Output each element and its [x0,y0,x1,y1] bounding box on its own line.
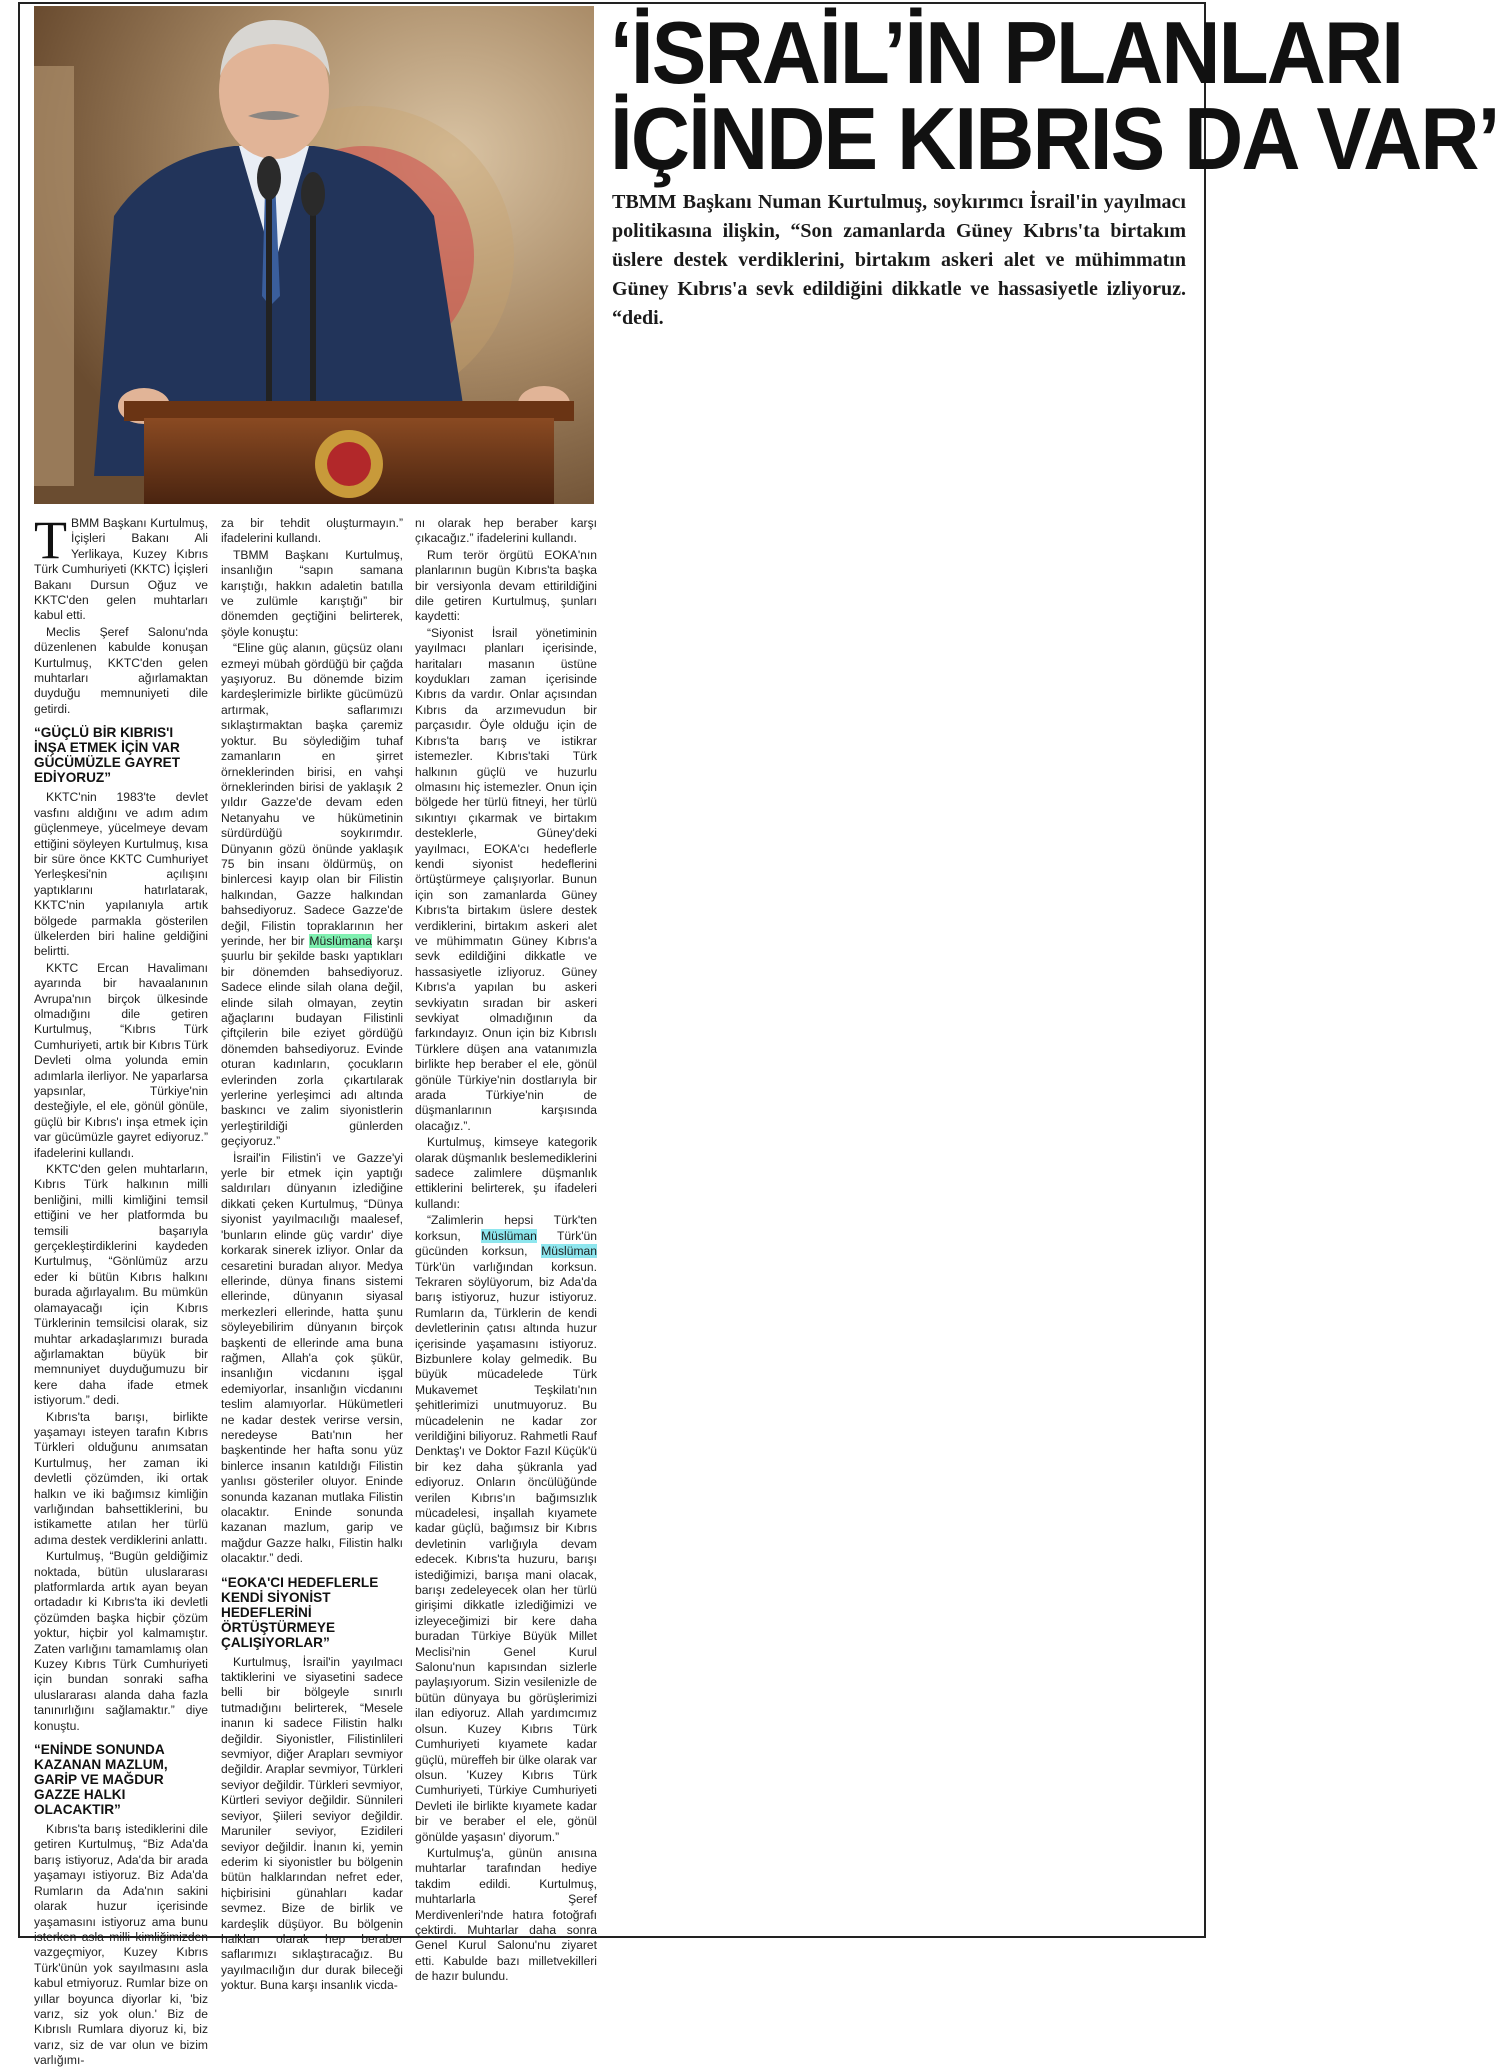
drop-cap: T [34,510,67,570]
deck-summary: TBMM Başkanı Numan Kurtulmuş, soykırımcı İsrail'in yayılmacı politikasına ilişkin, “Son zamanlarda Güney Kıbrıs'ta birtakım üslere destek verdiklerini, birtakım askeri alet ve mühimmatın Güney Kıbrıs'a sevk edildiğini dikkatle ve hassasiyetle izliyoruz. “dedi. [612,191,1186,329]
paragraph: Kıbrıs'ta barışı, birlikte yaşamayı isteyen tarafın Kıbrıs Türkleri olduğunu anımsatan Kurtulmuş, her zaman iki devletli çözümden, iki ortak halkın ve iki bağımsız kimliğin varlığından bahsettiklerini, bu istikamette atılan her türlü adıma destek verdiklerini anlattı. [34,1409,208,1547]
paragraph: KKTC'den gelen muhtarların, Kıbrıs Türk halkının milli benliğini, milli kimliğini temsil ettiğini ve her platformda bu temsili başarıyla gerçekleştirdiklerini kaydeden Kurtulmuş, “Gönlümüz arzu eder ki bütün Kıbrıs halkını burada ağırlayalım. Bu mümkün olamayacağı için Kıbrıs Türklerinin temsilcisi olarak, siz muhtar arkadaşlarımızı burada ağırlamaktan büyük bir memnuniyet duyduğumuzu bir kere daha ifade etmek istiyorum.” dedi. [34,1162,208,1408]
paragraph: Kurtulmuş, “Bugün geldiğimiz noktada, bütün uluslararası platformlarda artık ayan beyan ortadadır ki Kıbrıs'ta iki devletli çözümden başka hiçbir çözüm yoktur, hiçbir yol kalmamıştır. Zaten varlığını tamamlamış olan Kuzey Kıbrıs Türk Cumhuriyeti için bundan sonraki safha uluslararası alanda daha fazla tanınırlığını sağlamaktır.” diye konuştu. [34,1549,208,1733]
paragraph [34,510,208,624]
paragraph: KKTC Ercan Havalimanı ayarında bir havaalanının Avrupa'nın birçok ülkesinde olmadığını dile getiren Kurtulmuş, “Kıbrıs Türk Cumhuriyeti, artık bir Kıbrıs Türk Devleti olma yolunda emin adımlarla ilerliyor. Ne yaparlarsa yapsınlar, Türkiye'nin desteğiyle, el ele, gönül gönüle, güçlü bir Kıbrıs'ı inşa etmek için var gücümüzle gayret ediyoruz.” ifadelerini kullandı. [34,960,208,1160]
highlighted-word: Müslüman [481,1228,537,1243]
paragraph: Kurtulmuş, İsrail'in yayılmacı taktiklerini ve siyasetini sadece belli bir bölgeyle sınırlı tutmadığını belirterek, “Mesele inanın ki sadece Filistin halkı değildir. Siyonistler, Filistinlileri sevmiyor, diğer Arapları sevmiyor değildir. Araplar sevmiyor, Türkleri seviyor değildir. Türkleri sevmiyor, Kürtleri seviyor değildir. Sünnileri seviyor, Şiileri seviyor değildir. Maruniler seviyor, Ezidileri seviyor değildir. İnanın ki, yemin ederim ki siyonistler bu bölgenin bütün halklarından nefret eder, hiçbirisini günahları kadar sevmez. Bize de birlik ve kardeşlik düşüyor. Bu bölgenin halkları olarak hep beraber saflarımızı sıklaştıracağız. Bu yayılmacılığın dur durak bileceği yoktur. Buna karşı insanlık vicda- [221,1654,403,1993]
paragraph: KKTC'nin 1983'te devlet vasfını aldığını ve adım adım güçlenmeye, yücelmeye devam ettiğini söyleyen Kurtulmuş, kısa bir süre önce KKTC Cumhuriyet Yerleşkesi'nin açılışını yaptıklarını hatırlatarak, KKTC'nin yapılanıyla artık bölgede parmakla gösterilen ülkelerden biri haline geldiğini belirtti. [34,790,208,959]
article-column-3 [415,516,597,1986]
paragraph: za bir tehdit oluşturmayın.” ifadelerini kullandı. [221,516,403,546]
paragraph: Rum terör örgütü EOKA'nın planlarının bugün Kıbrıs'ta başka bir versiyonla devam ettirildiğini dile getiren Kurtulmuş, şunları kaydetti: [415,547,597,624]
paragraph: Kurtulmuş'a, günün anısına muhtarlar tarafından hediye takdim edildi. Kurtulmuş, muhtarlarla Şeref Merdivenleri'nde hatıra fotoğrafı çektirdi. Muhtarlar daha sonra Genel Kurul Salonu'nu ziyaret etti. Kabulde bazı milletvekilleri de hazır bulundu. [415,1845,597,1984]
paragraph: nı olarak hep beraber karşı çıkacağız.” ifadelerini kullandı. [415,516,597,546]
paragraph-text: “Zalimlerin hepsi Türk'ten korksun, [415,1213,597,1243]
paragraph: İsrail'in Filistin'i ve Gazze'yi yerle bir etmek için yaptığı saldırıları dünyanın izlediğine dikkati çeken Kurtulmuş, “Dünya siyonist yayılmacılığı maalesef, 'bunların elinde güç vardır' diye korkarak sinerek izliyor. Onlar da cesaretini buradan alıyor. Medya ellerinde, dünya finans sistemi ellerinde, dünyanın siyasal merkezleri ellerinde, hatta şunu söyleyebilirim dünyanın birçok başkenti de ellerinde ama buna rağmen, Allah'a çok şükür, insanlığın vicdanını işgal edemiyorlar, insanlığın vicdanını teslim alamıyorlar. Hükümetleri ne kadar destek verirse versin, neredeyse Batı'nın her başkentinde her hafta sonu yüz binlerce insanın katıldığı Filistin yanlısı gösteriler oluyor. Eninde sonunda kazanan mutlaka Filistin olacaktır. Eninde sonunda kazanan mazlum, garip ve mağdur Gazze halkı, Filistin halkı olacaktır.” dedi. [221,1150,403,1566]
article-column-2 [221,516,403,1995]
paragraph: Meclis Şeref Salonu'nda düzenlenen kabulde konuşan Kurtulmuş, KKTC'den gelen muhtarları ağırlamaktan duyduğu memnuniyeti dile getirdi. [34,624,208,716]
paragraph-text: Türk'ün varlığından korksun. Tekraren söylüyorum, biz Ada'da barış istiyoruz, huzur istiyoruz. Rumların da, Türklerin de kendi devletlerinin çatısı altında huzur içerisinde yaşamasını istiyoruz. Bizbunlere kolay gelmedik. Bu büyük mücadelede Türk Mukavemet Teşkilatı'nın şehitlerimizi unutmuyoruz. Bu mücadelenin ne kadar zor verildiğini biliyoruz. Rahmetli Rauf Denktaş'ı ve Doktor Fazıl Küçük'ü bir kez daha şükranla yad ediyoruz. Onların öncülüğünde verilen Kıbrıs'ın bağımsızlık mücadelesi, inşallah kıyamete kadar güçlü, bağımsız bir Kıbrıs devletinin varlığıyla devam edecek. Kıbrıs'ta huzuru, barışı istediğimizi, barışa mani olacak, barışı zedeleyecek olan her türlü girişimi dikkatle izlediğimizi ve izleyeceğimizi bir kere daha buradan Türkiye Büyük Millet Meclisi'nin Genel Kurul Salonu'nun kapısından sizlerle paylaşıyorum. Sizin vesilenizle de bütün dünyaya bu görüşlerimizi ilan ediyoruz. Allah yardımcımız olsun. Kuzey Kıbrıs Türk Cumhuriyeti kıyamete kadar güçlü, müreffeh bir ülke olarak var olsun. 'Kuzey Kıbrıs Türk Cumhuriyeti, Türkiye Cumhuriyeti Devleti ile birlikte kıyamete kadar bir ve beraber el ele, gönül gönülde yaşasın' diyorum.” [415,1259,597,1844]
paragraph: Kıbrıs'ta barış istediklerini dile getiren Kurtulmuş, “Biz Ada'da barış istiyoruz, Ada'da bir arada yaşamayı istiyoruz. Biz Ada'da Rumların da Ada'nın sakini olarak huzur içerisinde yaşamasını istiyoruz ama bunu isterken asla milli kimliğimizden vazgeçmiyor, Kuzey Kıbrıs Türk'ünün yok sayılmasını asla kabul etmiyoruz. Rumlar bize on yıllar boyunca diyorlar ki, 'biz varız, siz yok olun.' Biz de Kıbrıslı Rumlara diyoruz ki, biz varız, siz de var olun ve bizim varlığımı- [34,1822,208,2068]
subheading: “EOKA'CI HEDEFLERLE KENDİ SİYONİST HEDEFLERİNİ ÖRTÜŞTÜRMEYE ÇALIŞIYORLAR” [221,1574,379,1650]
headline-line-2: İÇİNDE KIBRIS DA VAR’ [610,89,1499,188]
article-column-1 [34,510,208,2070]
highlighted-word: Müslümana [309,933,372,948]
speaker-photo [34,6,594,504]
speaker-illustration [34,6,594,504]
paragraph-text: “Eline güç alanın, güçsüz olanı ezmeyi mübah gördüğü bir çağda yaşıyoruz. Bu dönemde bizim kardeşlerimizle birlikte gücümüzü artırmak, saflarımızı sıklaştırmaktan başka çaremiz yoktur. Bu söylediğim tuhaf zamanların en şirret örneklerinden birisi, en vahşi örneklerinden birisi de yaklaşık 2 yıldır Gazze'de devam eden Netanyahu ve hükümetinin sürdürdüğü soykırımdır. Dünyanın gözü önünde yaklaşık 75 bin insanı öldürmüş, on binlercesi kayıp olan bir Filistin halkından, Gazze halkından bahsediyoruz. Sadece Gazze'de değil, Filistin topraklarının her yerinde, her bir [221,641,403,948]
paragraph-text: BMM Başkanı Kurtulmuş, İçişleri Bakanı Ali Yerlikaya, Kuzey Kıbrıs Türk Cumhuriyeti (KKTC) İçişleri Bakanı Dursun Oğuz ve KKTC'den gelen muhtarları kabul etti. [34,516,208,623]
paragraph-text: Türk'ün gücünden korksun, [415,1228,597,1259]
paragraph-text: karşı şuurlu bir şekilde baskı yaptıkları bir dönemden bahsediyoruz. Sadece elinde silah olana değil, elinde silah olmayan, zeytin ağaçlarını budayan Filistinli çiftçilerin bile eziyet gördüğü dönemden bahsediyoruz. Evinde oturan kadınların, çocukların evlerinden zorla çıkartılarak yerlerine yerleşimci adı altında baskıncı ve zalim siyonistlerin yerleştirildiği günlerden geçiyoruz.” [221,933,403,1149]
paragraph: “Siyonist İsrail yönetiminin yayılmacı planları içerisinde, haritaları masanın üstüne koydukları zaman içerisinde Kıbrıs da vardır. Onlar açısından Kıbrıs da arzımevudun bir parçasıdır. Öyle olduğu için de Kıbrıs'ta barış ve istikrar istemezler. Kıbrıs'taki Türk halkının güçlü ve huzurlu olmasını hiç istemezler. Onun için bölgede her türlü fitneyi, her türlü sıkıntıyı çıkarmak ve birtakım desteklerle, Güney'deki yayılmacı, EOKA'cı hedeflerle kendi siyonist hedeflerini örtüştürmeye çalışıyorlar. Bunun için son zamanlarda Güney Kıbrıs'ta birtakım üslere destek verdiklerini, birtakım askeri alet ve mühimmatın Güney Kıbrıs'a sevk edildiğini dikkatle ve hassasiyetle izliyoruz. Güney Kıbrıs'a yapılan bu askeri sevkiyatın sıradan bir askeri sevkiyat olmadığının da farkındayız. Onun için biz Kıbrıslı Türklere düşen ana vatanımızla birlikte hep beraber el ele, gönül gönüle Türkiye'nin dostlarıyla bir arada Türkiye'nin de düşmanlarının karşısında olacağız.”. [415,625,597,1133]
highlighted-word: Müslüman [541,1244,597,1259]
paragraph [415,1213,597,1845]
paragraph: TBMM Başkanı Kurtulmuş, insanlığın “sapın samana karıştığı, hakkın adaletin batılla ve zulümle karıştığı” bir dönemden geçtiğini belirterek, şöyle konuştu: [221,547,403,639]
paragraph: Kurtulmuş, kimseye kategorik olarak düşmanlık beslemediklerini sadece zalimlere düşmanlık ettiklerini belirterek, şu ifadeleri kullandı: [415,1135,597,1211]
paragraph [221,641,403,1149]
subheading: “GÜÇLÜ BİR KIBRIS'I İNŞA ETMEK İÇİN VAR GÜCÜMÜZLE GAYRET EDİYORUZ” [34,725,181,786]
headline-line-1: ‘İSRAİL’İN PLANLARI [610,3,1403,102]
headline [610,3,1499,188]
subheading: “ENİNDE SONUNDA KAZANAN MAZLUM, GARİP VE MAĞDUR GAZZE HALKI OLACAKTIR” [34,1742,168,1818]
